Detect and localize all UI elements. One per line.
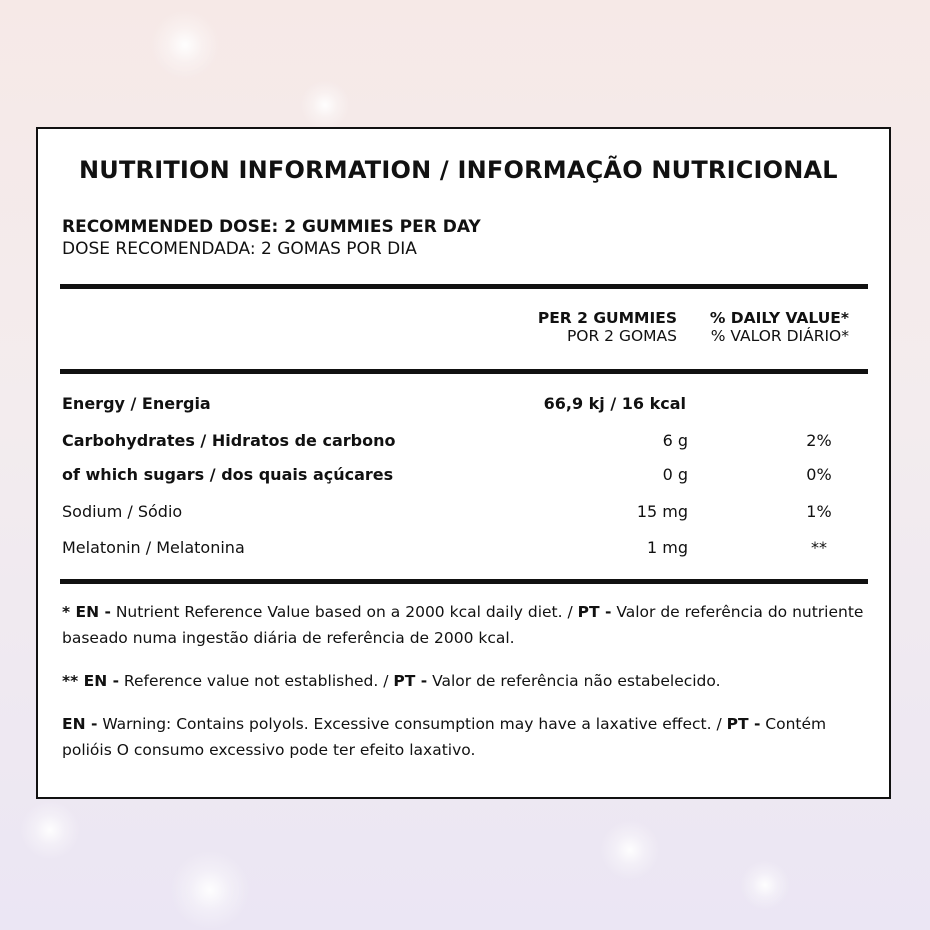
nutrient-daily-value: 2% [806, 431, 832, 450]
recommended-dose-en: RECOMMENDED DOSE: 2 GUMMIES PER DAY [62, 217, 481, 237]
column-header-amount [538, 309, 677, 345]
footnote-label-en: * EN - [62, 603, 111, 621]
footnote-text-en: Warning: Contains polyols. Excessive consumption may have a laxative effect. / [97, 715, 727, 733]
footnote-warning [62, 711, 852, 763]
column-header-daily-value [710, 309, 849, 345]
nutrient-row-melatonin [62, 538, 852, 562]
footnote-text-en: Nutrient Reference Value based on a 2000 kcal daily diet. / [110, 603, 578, 621]
nutrient-daily-value: 0% [806, 465, 832, 484]
footnote-text-pt: Valor de referência do nutriente baseado numa ingestão diária de referência de 2000 kcal. [62, 603, 864, 647]
panel-title: NUTRITION INFORMATION / INFORMAÇÃO NUTRICIONAL [79, 156, 838, 184]
nutrient-daily-value: ** [811, 538, 827, 557]
divider-bottom [60, 579, 868, 584]
nutrient-name: Energy / Energia [62, 394, 211, 413]
column-header-amount-en: PER 2 GUMMIES [537, 309, 677, 327]
footnote-label-pt: PT - [726, 715, 761, 733]
column-header-dv-pt: % VALOR DIÁRIO* [710, 327, 849, 345]
column-header-amount-pt: POR 2 GOMAS [566, 327, 677, 345]
background-sparkle [150, 10, 220, 80]
nutrient-row-sodium [62, 502, 852, 526]
column-header-dv-en: % DAILY VALUE* [709, 309, 849, 327]
footnote-label-pt: PT - [577, 603, 612, 621]
background-sparkle [20, 800, 80, 860]
background-sparkle [600, 820, 660, 880]
footnote-label-en: EN - [62, 715, 98, 733]
footnote-label-pt: PT - [393, 672, 428, 690]
footnote-text-pt: Contém polióis O consumo excessivo pode ter efeito laxativo. [62, 715, 827, 759]
nutrient-row-energy [62, 394, 852, 418]
recommended-dose-pt: DOSE RECOMENDADA: 2 GOMAS POR DIA [62, 239, 417, 259]
nutrient-daily-value: 1% [806, 502, 832, 521]
footnote-reference-value [62, 599, 882, 651]
nutrient-amount: 6 g [662, 431, 688, 450]
background-sparkle [300, 80, 350, 130]
divider-header [60, 369, 868, 374]
nutrient-amount: 66,9 kj / 16 kcal [543, 394, 686, 413]
nutrition-panel [36, 127, 891, 799]
background-sparkle [740, 860, 790, 910]
footnote-text-en: Reference value not established. / [119, 672, 394, 690]
divider-top [60, 284, 868, 289]
nutrient-name: Carbohydrates / Hidratos de carbono [62, 431, 396, 450]
nutrient-amount: 0 g [662, 465, 688, 484]
nutrient-amount: 1 mg [646, 538, 688, 557]
nutrient-name: of which sugars / dos quais açúcares [62, 465, 394, 484]
background-sparkle [170, 850, 250, 930]
nutrient-amount: 15 mg [636, 502, 688, 521]
footnote-not-established [62, 668, 882, 694]
nutrient-name: Melatonin / Melatonina [62, 538, 245, 557]
footnote-label-en: ** EN - [62, 672, 119, 690]
footnote-text-pt: Valor de referência não estabelecido. [427, 672, 721, 690]
nutrient-name: Sodium / Sódio [62, 502, 183, 521]
nutrient-row-carbohydrates [62, 431, 852, 455]
nutrient-row-sugars [62, 465, 852, 489]
